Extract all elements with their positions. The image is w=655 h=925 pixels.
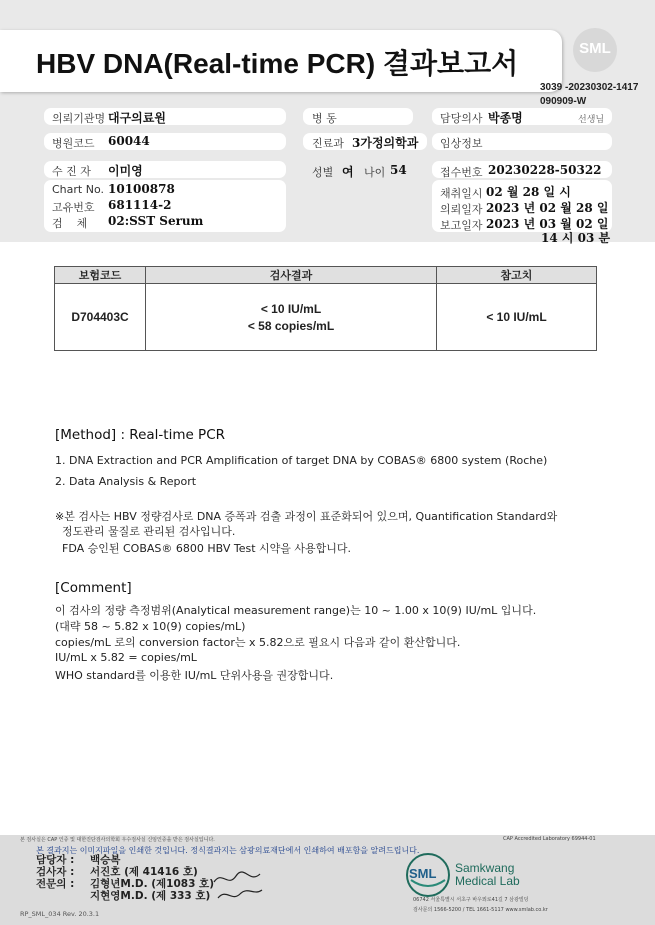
- report-title: HBV DNA(Real-time PCR) 결과보고서: [36, 48, 519, 79]
- ward-label: 병 동: [312, 112, 337, 125]
- request-label: 의뢰일자: [440, 203, 483, 216]
- method-note-3: FDA 승인된 COBAS® 6800 HBV Test 시약을 사용합니다.: [62, 542, 352, 555]
- method-note-1: ※본 검사는 HBV 정량검사로 DNA 증폭과 검출 과정이 표준화되어 있으며, Quantification Standard와: [55, 510, 558, 523]
- staff-label-manager: 담당자 :: [36, 854, 75, 866]
- sml-logo: [573, 28, 617, 72]
- brand-name-line-1: Samkwang: [455, 861, 515, 875]
- receipt-value: 20230228-50322: [488, 163, 602, 177]
- specimen-label: 검 체: [52, 217, 88, 230]
- age-value: 54: [390, 163, 407, 177]
- sex-value: 여: [342, 165, 354, 179]
- table-row: [55, 284, 597, 351]
- collect-label: 채취일시: [440, 187, 483, 200]
- brand-name: [455, 862, 520, 888]
- clinical-label: 임상정보: [440, 137, 483, 150]
- result-copies: < 58 copies/mL: [247, 318, 335, 333]
- department-label: 진료과: [312, 137, 344, 150]
- signature-marks: [210, 866, 270, 906]
- staff-name-tester: 서진호 (제 41416 호): [90, 866, 198, 878]
- comment-line-1: 이 검사의 정량 측정범위(Analytical measurement range)는 10 ~ 1.00 x 10(9) IU/mL 입니다.: [55, 604, 537, 617]
- report-ref-1: 3039 -20230302-1417: [540, 82, 639, 93]
- doctor-value: 박종명: [488, 111, 523, 125]
- insurance-code-cell: D704403C: [55, 284, 146, 351]
- cap-accreditation: CAP Accredited Laboratory 69944-01: [503, 836, 596, 842]
- sml-logo-text: SML: [579, 40, 611, 57]
- comment-line-2: (대략 58 ~ 5.82 x 10(9) copies/mL): [55, 620, 246, 633]
- institution-value: 대구의료원: [108, 111, 166, 125]
- doctor-label: 담당의사: [440, 112, 483, 125]
- col-test-result: 검사결과: [146, 267, 437, 284]
- report-date-value: 2023 년 03 월 02 일: [486, 217, 609, 231]
- unique-value: 681114-2: [108, 198, 172, 212]
- hospital-code-label: 병원코드: [52, 137, 95, 150]
- recipient-label: 수 진 자: [52, 165, 91, 178]
- report-time-value: 14 시 03 분: [541, 231, 611, 245]
- age-label: 나이: [364, 166, 386, 179]
- staff-name-specialist-2: 지현영M.D. (제 333 호): [90, 890, 211, 902]
- print-notice: 본 결과지는 이미지파일을 인쇄한 것입니다. 정식결과지는 삼광의료재단에서 인쇄하여 배포함을 알려드립니다.: [36, 846, 420, 855]
- chart-label: Chart No.: [52, 183, 104, 196]
- method-line-1: 1. DNA Extraction and PCR Amplification of target DNA by COBAS® 6800 system (Roche): [55, 454, 548, 467]
- doctor-suffix: 선생님: [578, 115, 605, 125]
- collect-value: 02 월 28 일 시: [486, 185, 571, 199]
- comment-line-5: WHO standard를 이용한 IU/mL 단위사용을 권장합니다.: [55, 669, 334, 682]
- hospital-code-value: 60044: [108, 134, 150, 148]
- col-insurance-code: 보험코드: [55, 267, 146, 284]
- lab-address: 06742 서울특별시 서초구 바우뫼로41길 7 삼광빌딩: [413, 897, 529, 903]
- staff-name-manager: 백승복: [90, 854, 121, 866]
- request-value: 2023 년 02 월 28 일: [486, 201, 609, 215]
- result-cell: [146, 284, 437, 351]
- lab-contact: 검사문의 1566-5200 / TEL 1661-5117 www.smlab.co.kr: [413, 907, 548, 913]
- staff-label-specialist: 전문의 :: [36, 878, 75, 890]
- form-code: RP_SML_034 Rev. 20.3.1: [20, 910, 100, 918]
- comment-line-4: IU/mL x 5.82 = copies/mL: [55, 651, 197, 664]
- comment-heading: [Comment]: [55, 580, 132, 596]
- method-heading: [Method] : Real-time PCR: [55, 427, 226, 443]
- institution-label: 의뢰기관명: [52, 112, 106, 125]
- receipt-label: 접수번호: [440, 166, 483, 179]
- chart-value: 10100878: [108, 182, 175, 196]
- staff-label-tester: 검사자 :: [36, 866, 75, 878]
- report-date-label: 보고일자: [440, 219, 483, 232]
- col-reference: 참고치: [437, 267, 597, 284]
- unique-label: 고유번호: [52, 201, 95, 214]
- method-note-2: 정도관리 물질로 관리된 검사입니다.: [62, 525, 236, 538]
- result-iu: < 10 IU/mL: [260, 301, 322, 316]
- report-ref-2: 090909-W: [540, 96, 587, 107]
- results-header-row: [55, 267, 597, 284]
- method-line-2: 2. Data Analysis & Report: [55, 475, 197, 488]
- reference-cell: < 10 IU/mL: [437, 284, 597, 351]
- department-value: 3가정의학과: [352, 136, 419, 150]
- results-table: [54, 266, 597, 351]
- staff-name-specialist-1: 김형년M.D. (제1083 호): [90, 878, 214, 890]
- comment-line-3: copies/mL 로의 conversion factor는 x 5.82으로 필요시 다음과 같이 환산합니다.: [55, 636, 461, 649]
- accreditation-note: 본 검사실은 CAP 인증 및 대한진단검사의학회 우수검사실 신임인증을 받은 검사실입니다.: [20, 837, 215, 843]
- brand-name-line-2: Medical Lab: [455, 874, 520, 888]
- specimen-value: 02:SST Serum: [108, 214, 204, 228]
- sml-footer-logo-text: SML: [409, 866, 437, 881]
- sex-label: 성별: [312, 166, 334, 179]
- recipient-value: 이미영: [108, 164, 143, 178]
